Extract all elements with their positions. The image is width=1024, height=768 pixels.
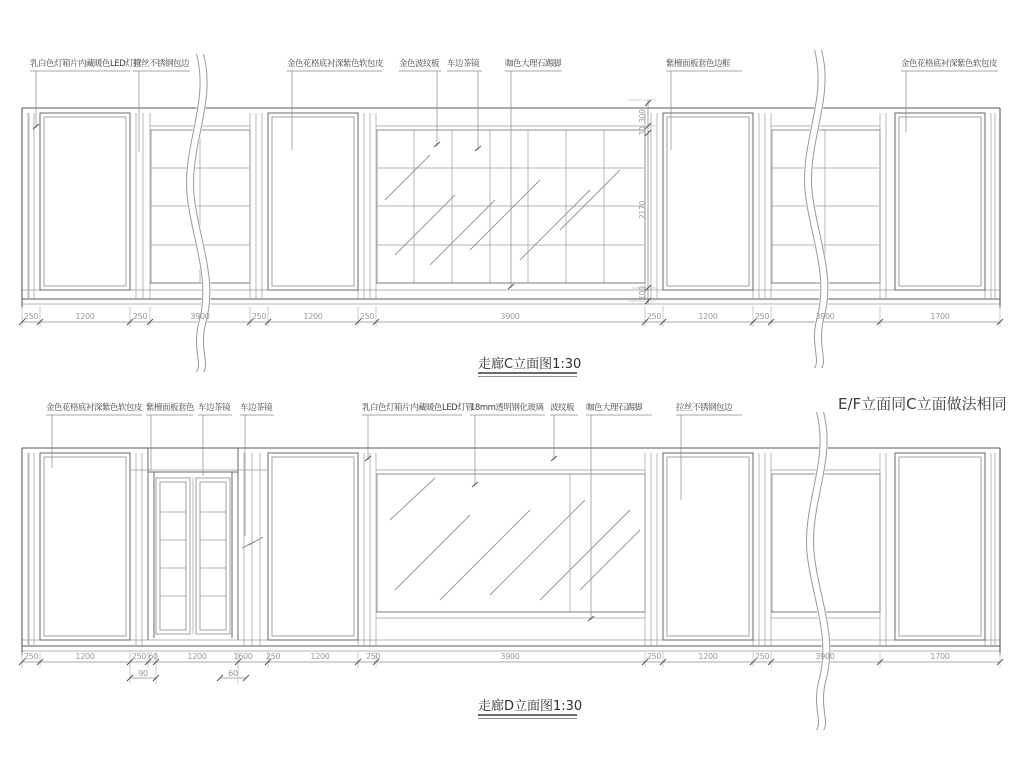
break-lines [187, 50, 830, 730]
dimension-value: 250 [646, 312, 662, 321]
dimension-value: 60 [148, 652, 158, 661]
label-stainless-edge-c: 拉丝不锈钢包边 [133, 59, 190, 69]
dimension-value: 250 [646, 652, 662, 661]
label-sandalwood-panel: 紫檀面板套色 [146, 403, 195, 413]
label-wave-panel-d: 波纹板 [550, 403, 575, 413]
dimension-value: 250 [23, 312, 39, 321]
dimension-value: 1700 [930, 652, 950, 661]
label-gold-lattice-c1: 金色花格底衬深紫色软包皮 [287, 59, 384, 69]
dimension-value-vertical: 300 [638, 109, 647, 123]
dimension-value-sub: 60 [228, 669, 238, 678]
dimension-value: 1700 [930, 312, 950, 321]
dimension-value: 1200 [187, 652, 207, 661]
label-tea-mirror-d2: 车边茶镜 [240, 403, 273, 413]
label-stainless-edge-d: 拉丝不锈钢包边 [676, 403, 733, 413]
dimension-value: 250 [359, 312, 375, 321]
dimension-value: 250 [754, 652, 770, 661]
label-sandalwood-frame: 紫檀面板套色边框 [666, 59, 731, 69]
label-led-lightbox-c: 乳白色灯箱片内藏暖色LED灯管 [30, 59, 142, 69]
elevation-d-title: 走廊D立面图1:30 [478, 699, 583, 714]
dimension-value: 1600 [233, 652, 253, 661]
elevation-c-title: 走廊C立面图1:30 [478, 357, 582, 372]
label-gold-lattice-c2: 金色花格底衬深紫色软包皮 [901, 59, 998, 69]
dimension-value-vertical: 30 [638, 126, 647, 136]
dimension-value: 1200 [75, 312, 95, 321]
label-tea-mirror-c: 车边茶镜 [447, 59, 480, 69]
label-tempered-glass: 18mm透明钢化玻璃 [470, 403, 544, 413]
label-gold-wave-panel: 金色波纹板 [399, 59, 440, 69]
dimension-value: 3900 [190, 312, 210, 321]
dimension-value-sub: 90 [138, 669, 148, 678]
dimension-value: 1200 [698, 312, 718, 321]
dimension-value: 3900 [815, 652, 835, 661]
label-tea-mirror-d1: 车边茶镜 [198, 403, 231, 413]
dimension-value: 250 [754, 312, 770, 321]
dimension-value: 250 [132, 312, 148, 321]
label-marble-skirting-d: 咖色大理石踢脚 [586, 403, 643, 413]
dimension-value: 1200 [310, 652, 330, 661]
dimension-value: 1200 [303, 312, 323, 321]
dimension-value: 250 [365, 652, 381, 661]
elevation-d-linework [19, 415, 1003, 719]
ef-note: E/F立面同C立面做法相同 [838, 395, 1007, 413]
dimension-value: 250 [251, 312, 267, 321]
dimension-value-vertical: 100 [638, 286, 647, 300]
label-gold-lattice-d: 金色花格底衬深紫色软包皮 [46, 403, 143, 413]
dimension-value: 250 [131, 652, 147, 661]
dimension-value: 3900 [500, 652, 520, 661]
dimension-value: 1200 [75, 652, 95, 661]
label-marble-skirting-c: 咖色大理石踢脚 [505, 59, 562, 69]
dimension-value: 250 [265, 652, 281, 661]
dimension-value-vertical: 2170 [638, 201, 647, 219]
label-led-lightbox-d: 乳白色灯箱片内藏暖色LED灯管 [362, 403, 474, 413]
elevation-c-linework [19, 71, 1003, 377]
dimension-value: 250 [23, 652, 39, 661]
dimension-value: 3900 [815, 312, 835, 321]
dimension-value: 1200 [698, 652, 718, 661]
dimension-value: 3900 [500, 312, 520, 321]
